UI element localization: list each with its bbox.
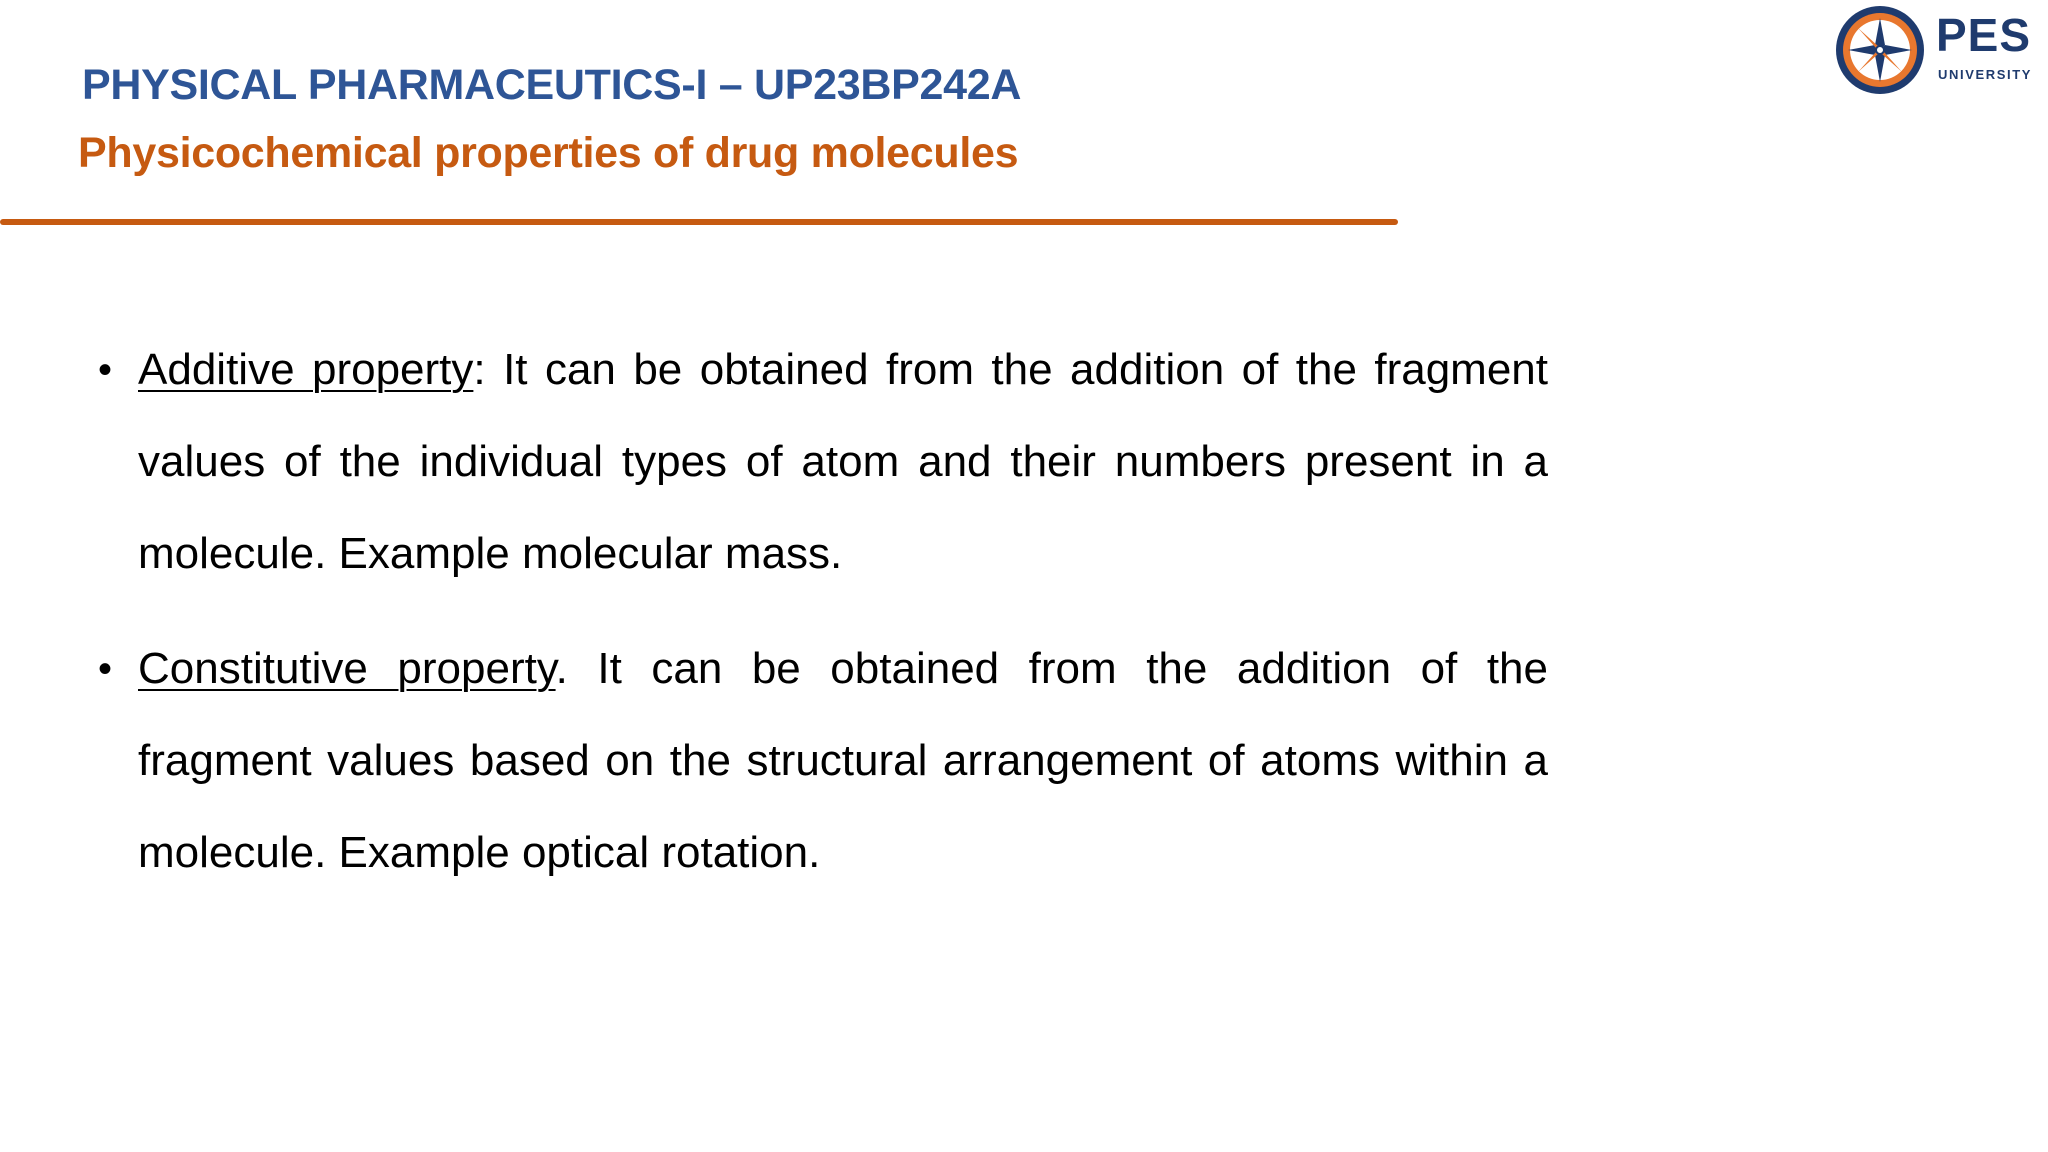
logo-wordmark: PES (1936, 9, 2032, 61)
bullet-marker: • (98, 647, 113, 691)
compass-star-icon (1832, 2, 1930, 98)
term-additive-property: Additive property (138, 345, 474, 394)
term-constitutive-property: Constitutive property (138, 644, 556, 693)
title-divider (0, 219, 1398, 225)
logo-subtitle: UNIVERSITY (1938, 67, 2033, 82)
bullet-item-constitutive (98, 623, 1548, 899)
definition-text: It can be obtained from the addition of the fragment values of the individual types of atom and their numbers present in a molecule. Example molecular mass. (138, 345, 1548, 578)
topic-title: Physicochemical properties of drug molecules (78, 129, 1019, 177)
definition-text: It can be obtained from the addition of the fragment values based on the structural arrangement of atoms within a molecule. Example optical rotation. (138, 644, 1548, 877)
term-separator: : (473, 345, 486, 394)
bullet-list (98, 324, 1548, 922)
bullet-marker: • (98, 348, 113, 392)
course-title: PHYSICAL PHARMACEUTICS-I – UP23BP242A (82, 61, 1022, 109)
pes-university-logo (1832, 2, 2044, 98)
term-separator: . (555, 644, 568, 693)
bullet-item-additive (98, 324, 1548, 600)
